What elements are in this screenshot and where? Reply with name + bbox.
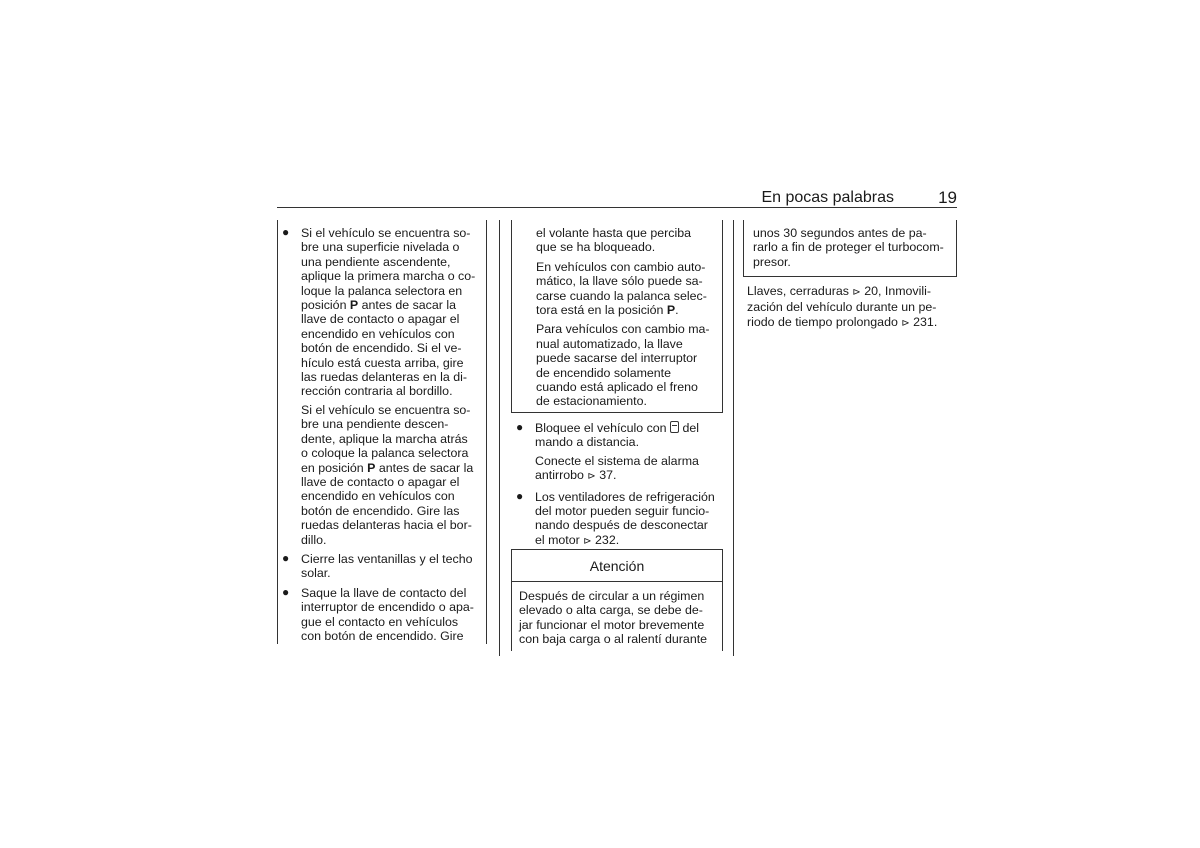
text-line: aplique la primera marcha o co-	[301, 269, 476, 284]
warning-title: Atención	[512, 550, 722, 582]
text-line: elevado o alta carga, se debe de-	[519, 603, 703, 618]
text-line: Saque la llave de contacto del	[301, 585, 467, 600]
column-divider-4	[733, 220, 734, 656]
text-line: el motor	[535, 532, 584, 547]
page-number: 19	[938, 188, 957, 207]
position-p: P	[666, 303, 676, 318]
text-line: gue el contacto en vehículos	[301, 614, 459, 629]
text-line: del	[679, 421, 699, 435]
text-line: ruedas delanteras hacia el bor-	[301, 518, 472, 533]
reference-arrow-icon: ⊳	[901, 317, 910, 329]
reference-arrow-icon: ⊳	[583, 535, 592, 547]
continued-warning-box	[743, 220, 957, 277]
paragraph	[536, 226, 714, 255]
text-line: nando después de desconectar	[535, 518, 708, 533]
text-line: rarlo a fin de proteger el turbocom-	[753, 240, 944, 255]
text-line: encendido en vehículos con	[301, 326, 455, 341]
text-line: riodo de tiempo prolongado	[747, 314, 902, 329]
text-line: Después de circular a un régimen	[519, 589, 705, 603]
text-line: las ruedas delanteras en la di-	[301, 370, 467, 385]
reference-arrow-icon: ⊳	[852, 287, 861, 298]
text-line: con botón de encendido. Gire	[301, 628, 464, 643]
text-line: mático, la llave sólo puede sa-	[536, 274, 703, 289]
list-item	[512, 490, 727, 550]
text-line: hículo está cuesta arriba, gire	[301, 355, 464, 370]
text-line: antirrobo	[535, 468, 588, 483]
paragraph	[536, 322, 714, 408]
text-line: Los ventiladores de refrigeración	[535, 489, 715, 504]
column-divider-2	[486, 220, 487, 644]
text-line: dente, aplique la marcha atrás	[301, 431, 468, 446]
text-line: En vehículos con cambio auto-	[536, 259, 706, 274]
header-rule	[277, 207, 957, 208]
bullet-icon: ●	[516, 488, 524, 503]
text-line: botón de encendido. Si el ve-	[301, 341, 462, 356]
text-line: tora está en la posición	[536, 303, 667, 318]
warning-box	[511, 549, 723, 651]
text-line: Cierre las ventanillas y el techo	[301, 551, 473, 566]
text-line: o coloque la palanca selectora	[301, 446, 469, 461]
text-line: loque la palanca selectora en	[301, 283, 463, 298]
text-line: Si el vehículo se encuentra so-	[301, 226, 471, 240]
text-line: puede sacarse del interruptor	[536, 351, 698, 366]
text-line: Para vehículos con cambio ma-	[536, 322, 710, 337]
text-line: del motor pueden seguir funcio-	[535, 504, 710, 519]
text-line: solar.	[301, 566, 331, 581]
text-line: .	[675, 303, 679, 318]
page-reference: 37.	[595, 468, 617, 483]
paragraph	[536, 260, 714, 318]
text-line: presor.	[753, 254, 791, 269]
sub-paragraph	[512, 454, 727, 485]
text-line: mando a distancia.	[535, 435, 640, 450]
column-2-list	[512, 421, 727, 549]
page-reference: 232.	[591, 532, 620, 547]
text-line: bre una superficie nivelada o	[301, 240, 460, 255]
text-line: antes de sacar la	[375, 460, 474, 475]
text-line: de estacionamiento.	[536, 394, 647, 409]
text-line: de encendido solamente	[536, 365, 672, 380]
text-line: cuando está aplicado el freno	[536, 380, 698, 395]
text-line: dillo.	[301, 532, 327, 547]
text-line: nual automatizado, la llave	[536, 336, 683, 351]
section-title: En pocas palabras	[761, 189, 894, 206]
text-line: interruptor de encendido o apa-	[301, 600, 474, 615]
list-item	[278, 226, 486, 399]
text-line: Conecte el sistema de alarma	[535, 453, 699, 468]
list-item	[278, 586, 486, 644]
text-line: Bloquee el vehículo con	[535, 421, 671, 435]
text-line: rección contraria al bordillo.	[301, 384, 453, 399]
text-line: jar funcionar el motor brevemente	[519, 617, 705, 632]
bullet-icon: ●	[282, 584, 290, 599]
text-line: zación del vehículo durante un pe-	[747, 300, 937, 315]
text-line: Si el vehículo se encuentra so-	[301, 402, 471, 417]
text-line: antes de sacar la	[358, 298, 456, 313]
text-line: una pendiente ascendente,	[301, 254, 451, 269]
text-line: unos 30 segundos antes de pa-	[753, 226, 927, 240]
text-line: llave de contacto o apagar el	[301, 474, 460, 489]
text-line: que se ha bloqueado.	[536, 240, 656, 255]
position-p: P	[367, 460, 376, 475]
text-line: botón de encendido. Gire las	[301, 503, 460, 518]
page-reference[interactable]: 231.	[909, 314, 938, 329]
bullet-icon: ●	[282, 550, 290, 565]
list-item	[278, 552, 486, 581]
position-p: P	[349, 298, 359, 313]
page-header	[277, 186, 957, 208]
text-line: el volante hasta que perciba	[536, 226, 691, 240]
text-line: encendido en vehículos con	[301, 489, 455, 504]
text-line: con baja carga o al ralentí durante	[519, 632, 708, 647]
remote-lock-icon	[670, 421, 679, 433]
page-reference[interactable]: 20, Inmovili-	[860, 284, 932, 298]
cross-references	[747, 284, 952, 331]
text-line: bre una pendiente descen-	[301, 417, 449, 432]
bullet-icon: ●	[282, 225, 290, 239]
text-line: carse cuando la palanca selec-	[536, 288, 707, 303]
sub-paragraph	[278, 403, 486, 547]
text-line: llave de contacto o apagar el	[301, 312, 460, 327]
column-1	[278, 226, 486, 643]
bullet-icon: ●	[516, 420, 524, 434]
text-line: posición	[301, 298, 350, 313]
column-divider-3	[499, 220, 500, 656]
warning-text	[519, 589, 715, 647]
link-llaves-cerraduras[interactable]: Llaves, cerraduras	[747, 284, 853, 298]
list-item	[512, 421, 727, 450]
continued-text-box	[511, 220, 723, 413]
reference-arrow-icon: ⊳	[587, 471, 596, 483]
paragraph	[753, 226, 948, 269]
text-line: en posición	[301, 460, 368, 475]
